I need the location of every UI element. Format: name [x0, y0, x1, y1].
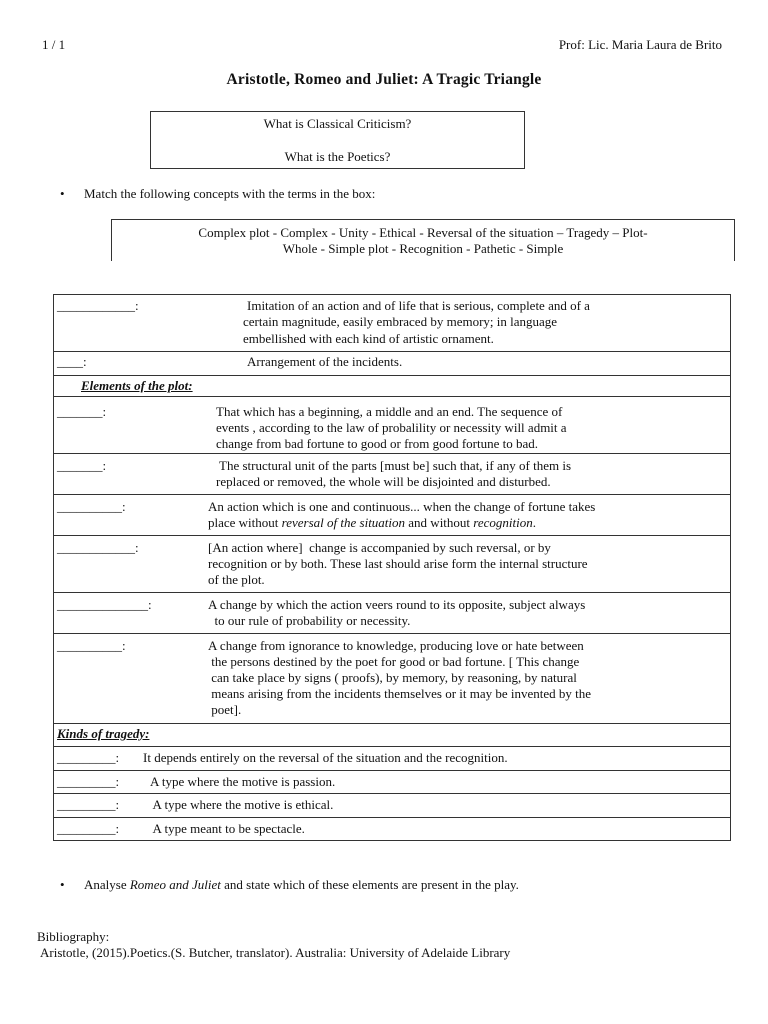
section-row	[54, 724, 731, 747]
table-row	[54, 295, 731, 352]
definition-line: place without reversal of the situation and without recognition.	[208, 515, 536, 530]
answer-blank: _________:	[57, 750, 120, 765]
definition-line: A type meant to be spectacle.	[150, 821, 305, 836]
instruction-match	[60, 186, 375, 202]
answer-blank: ____:	[57, 354, 87, 369]
answer-blank: _________:	[57, 774, 120, 789]
definition-line: of the plot.	[208, 572, 265, 587]
table-row	[54, 352, 731, 376]
definition-line: to our rule of probability or necessity.	[208, 613, 411, 628]
definition-line: It depends entirely on the reversal of the situation and the recognition.	[143, 750, 508, 765]
answer-blank: ____________:	[57, 298, 139, 313]
definition-line: A change from ignorance to knowledge, producing love or hate between	[208, 638, 584, 653]
table-row	[54, 771, 731, 794]
term-box-line-1: Complex plot - Complex - Unity - Ethical - Reversal of the situation – Tragedy – Plot-	[198, 225, 648, 240]
definition-line: [An action where] change is accompanied by such reversal, or by	[208, 540, 551, 555]
definition-line: certain magnitude, easily embraced by memory; in language	[243, 314, 558, 329]
section-heading-kinds: Kinds of tragedy:	[57, 726, 150, 741]
definition-line: recognition or by both. These last should arise form the internal structure	[208, 556, 588, 571]
question-poetics: What is the Poetics?	[284, 149, 391, 164]
document-title: Aristotle, Romeo and Juliet: A Tragic Triangle	[226, 71, 542, 88]
answer-blank: __________:	[57, 638, 126, 653]
answer-blank: _________:	[57, 821, 120, 836]
table-row	[54, 593, 731, 634]
definition-line: events , according to the law of probalility or necessity will admit a	[216, 420, 567, 435]
table-row	[54, 818, 731, 841]
analyse-text: and state which of these elements are present in the play.	[220, 877, 519, 892]
definition-line: Arrangement of the incidents.	[247, 354, 403, 369]
definition-line: That which has a beginning, a middle and an end. The sequence of	[216, 404, 563, 419]
bibliography-entry: Aristotle, (2015).Poetics.(S. Butcher, translator). Australia: University of Adelaide Library	[40, 945, 511, 960]
table-row	[54, 495, 731, 536]
author-name: Prof: Lic. Maria Laura de Brito	[558, 37, 722, 52]
answer-blank: ______________:	[57, 597, 152, 612]
section-row	[54, 376, 731, 397]
instruction-text: Match the following concepts with the terms in the box:	[84, 186, 376, 201]
definition-line: embellished with each kind of artistic ornament.	[243, 331, 494, 346]
definition-line: A change by which the action veers round to its opposite, subject always	[208, 597, 586, 612]
definition-line: can take place by signs ( proofs), by memory, by reasoning, by natural	[208, 670, 577, 685]
concepts-table	[53, 294, 731, 841]
bullet-icon: •	[60, 186, 65, 201]
page-number: 1 / 1	[42, 37, 66, 52]
definition-line: change from bad fortune to good or from good fortune to bad.	[216, 436, 539, 451]
definition-line: A type where the motive is passion.	[150, 774, 336, 789]
definition-line: A type where the motive is ethical.	[150, 797, 334, 812]
play-title: Romeo and Juliet	[129, 877, 221, 892]
answer-blank: ____________:	[57, 540, 139, 555]
table-row	[54, 397, 731, 454]
analyse-text: Analyse	[84, 877, 130, 892]
question-classical-criticism: What is Classical Criticism?	[263, 116, 412, 131]
table-row	[54, 536, 731, 593]
table-row	[54, 634, 731, 724]
answer-blank: __________:	[57, 499, 126, 514]
term-reversal: reversal of the situation	[281, 515, 406, 530]
bullet-icon: •	[60, 877, 65, 892]
answer-blank: _________:	[57, 797, 120, 812]
term-box-line-2: Whole - Simple plot - Recognition - Pathetic - Simple	[282, 241, 564, 256]
bibliography-heading: Bibliography:	[37, 929, 110, 944]
questions-box	[150, 111, 525, 169]
definition-line: poet].	[208, 702, 242, 717]
definition-line: the persons destined by the poet for good or bad fortune. [ This change	[208, 654, 580, 669]
table-row	[54, 454, 731, 495]
definition-line: means arising from the incidents themselves or it may be invented by the	[208, 686, 592, 701]
section-heading-elements: Elements of the plot:	[81, 378, 193, 393]
definition-line: replaced or removed, the whole will be disjointed and disturbed.	[216, 474, 551, 489]
term-recognition: recognition	[473, 515, 533, 530]
definition-line: An action which is one and continuous... when the change of fortune takes	[208, 499, 596, 514]
table-row	[54, 794, 731, 818]
answer-blank: _______:	[57, 404, 107, 419]
answer-blank: _______:	[57, 458, 107, 473]
term-box	[111, 219, 735, 261]
definition-line: The structural unit of the parts [must be] such that, if any of them is	[216, 458, 572, 473]
instruction-analyse	[60, 877, 519, 893]
definition-line: Imitation of an action and of life that is serious, complete and of a	[247, 298, 590, 313]
table-row	[54, 747, 731, 771]
